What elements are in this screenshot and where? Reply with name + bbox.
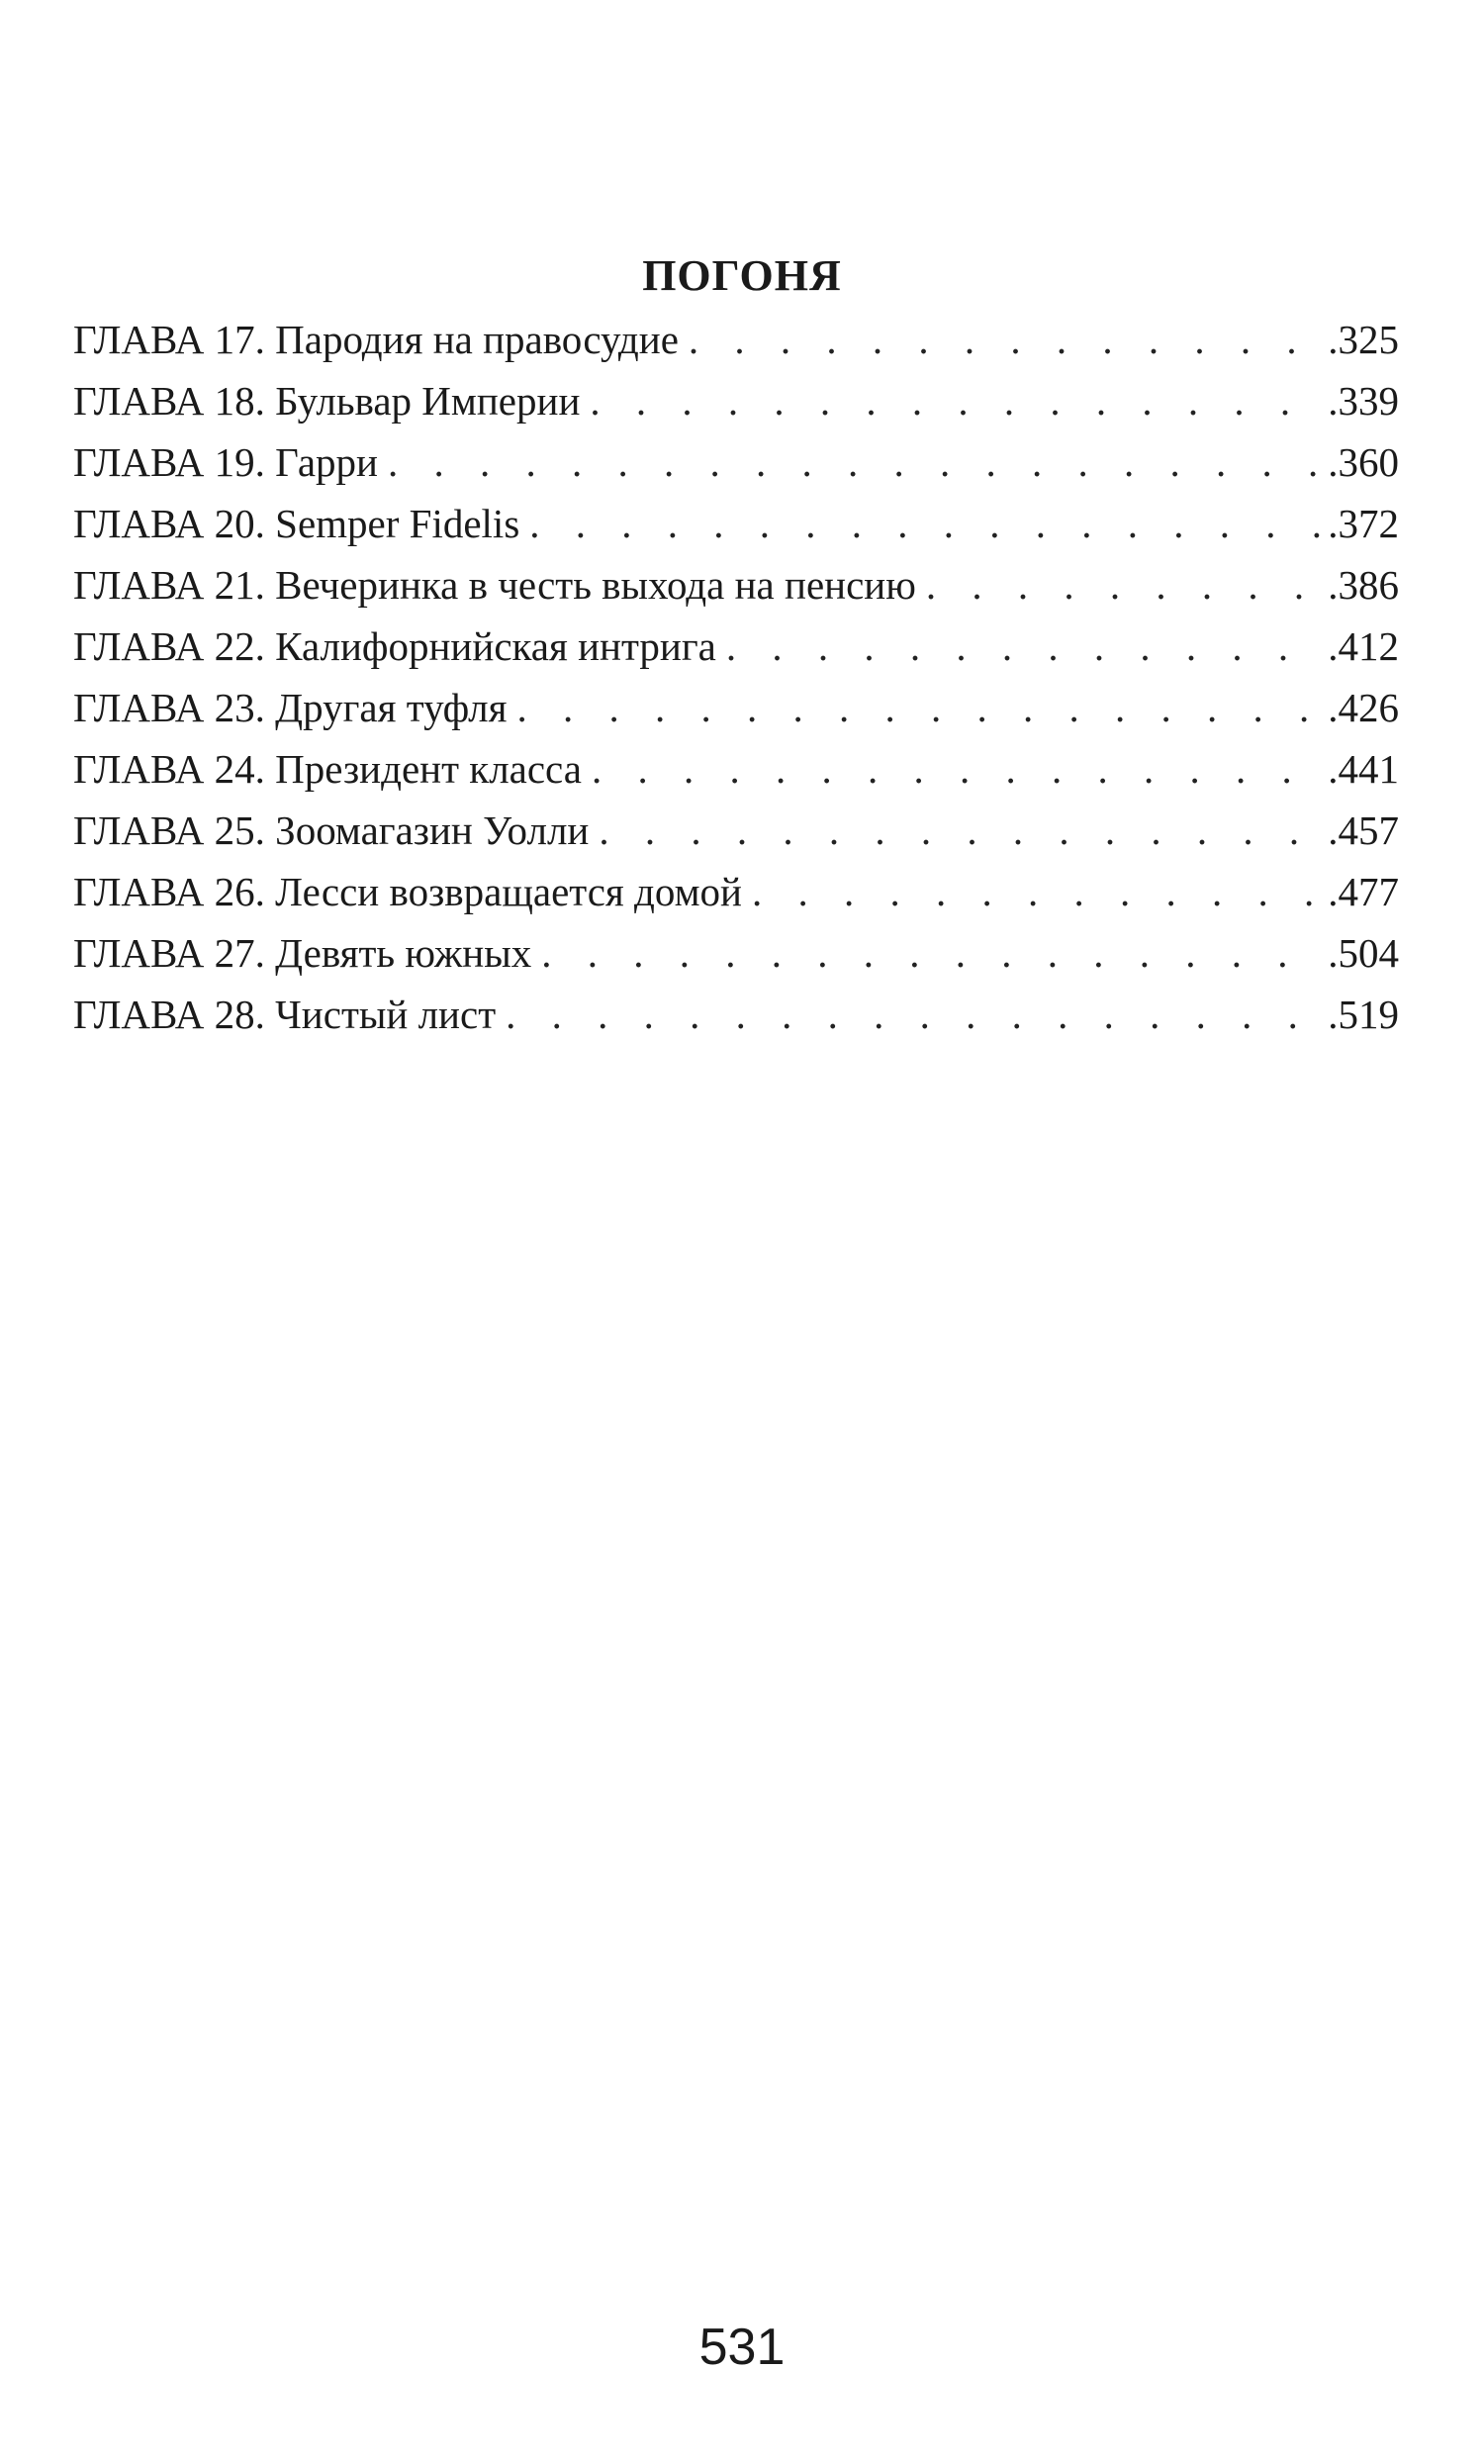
toc-entry-page: .519 <box>1328 992 1399 1037</box>
toc-entry-chapter-26[interactable] <box>73 861 1399 922</box>
toc-entry-label: ГЛАВА 23. Другая туфля <box>73 685 508 730</box>
dot-leader <box>590 370 1322 431</box>
toc-entry-label: ГЛАВА 22. Калифорнийская интрига <box>73 623 716 669</box>
toc-entry-label: ГЛАВА 21. Вечеринка в честь выхода на пенсию <box>73 562 916 608</box>
dot-leader <box>926 554 1322 616</box>
toc-entry-page: .426 <box>1328 685 1399 730</box>
dot-leader <box>599 800 1322 861</box>
toc-entry-chapter-21[interactable] <box>73 554 1399 616</box>
dot-leader <box>752 861 1322 922</box>
toc-entry-label: ГЛАВА 20. Semper Fidelis <box>73 501 520 546</box>
toc-entry-label: ГЛАВА 25. Зоомагазин Уолли <box>73 807 590 853</box>
toc-entry-page: .457 <box>1328 807 1399 853</box>
toc-entry-chapter-20[interactable] <box>73 493 1399 554</box>
toc-entry-page: .386 <box>1328 562 1399 608</box>
toc-entry-page: .504 <box>1328 930 1399 976</box>
toc-entry-label: ГЛАВА 18. Бульвар Империи <box>73 378 581 424</box>
toc-entry-label: ГЛАВА 24. Президент класса <box>73 746 582 792</box>
toc-entry-chapter-24[interactable] <box>73 738 1399 800</box>
toc-entry-chapter-19[interactable] <box>73 431 1399 493</box>
dot-leader <box>592 738 1322 800</box>
toc-entry-page: .325 <box>1328 317 1399 362</box>
dot-leader <box>516 677 1322 738</box>
toc-entry-page: .372 <box>1328 501 1399 546</box>
dot-leader <box>506 984 1322 1045</box>
dot-leader <box>541 922 1322 984</box>
toc-entry-page: .441 <box>1328 746 1399 792</box>
dot-leader <box>689 309 1322 370</box>
toc-entry-label: ГЛАВА 28. Чистый лист <box>73 992 497 1037</box>
dot-leader <box>529 493 1322 554</box>
section-title: ПОГОНЯ <box>642 251 842 300</box>
toc-entry-page: .339 <box>1328 378 1399 424</box>
toc-entry-label: ГЛАВА 17. Пародия на правосудие <box>73 317 679 362</box>
toc-entry-page: .360 <box>1328 439 1399 485</box>
toc-entry-chapter-28[interactable] <box>73 984 1399 1045</box>
dot-leader <box>388 431 1322 493</box>
toc-entry-label: ГЛАВА 27. Девять южных <box>73 930 532 976</box>
toc-entry-chapter-17[interactable] <box>73 309 1399 370</box>
toc-entry-chapter-23[interactable] <box>73 677 1399 738</box>
toc-entry-chapter-18[interactable] <box>73 370 1399 431</box>
toc-entry-label: ГЛАВА 26. Лесси возвращается домой <box>73 869 742 914</box>
dot-leader <box>726 616 1322 677</box>
toc-entry-chapter-27[interactable] <box>73 922 1399 984</box>
page-number: 531 <box>698 2319 786 2376</box>
toc-entry-page: .412 <box>1328 623 1399 669</box>
toc-entry-chapter-25[interactable] <box>73 800 1399 861</box>
table-of-contents <box>73 309 1399 1045</box>
toc-entry-page: .477 <box>1328 869 1399 914</box>
toc-entry-label: ГЛАВА 19. Гарри <box>73 439 378 485</box>
toc-entry-chapter-22[interactable] <box>73 616 1399 677</box>
